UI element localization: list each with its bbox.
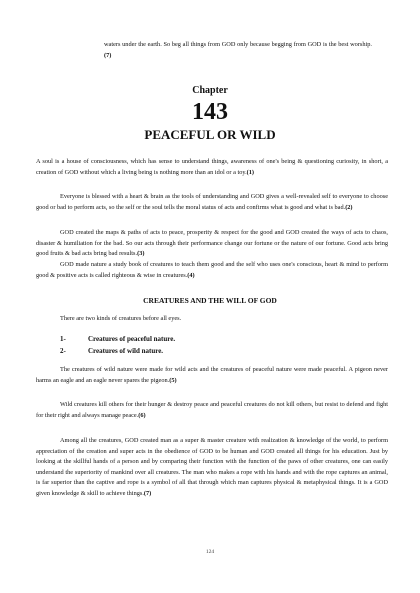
paragraph-6-ref: (5) xyxy=(169,376,177,384)
top-paragraph xyxy=(104,40,372,61)
chapter-label: Chapter xyxy=(192,85,228,96)
paragraph-2-ref: (2) xyxy=(345,203,353,211)
top-ref: (7) xyxy=(104,51,112,59)
paragraph-1 xyxy=(36,157,388,178)
section-title: CREATURES AND THE WILL OF GOD xyxy=(143,296,277,305)
paragraph-6-text: The creatures of wild nature were made for wild acts and the creatures of peaceful nature were made peaceful. A pigeon never harms an eagle and an eagle never spares the pigeon. xyxy=(36,366,388,384)
paragraph-4 xyxy=(36,260,388,281)
paragraph-5-text: There are two kinds of creatures before all eyes. xyxy=(60,315,182,322)
paragraph-2 xyxy=(36,192,388,213)
list-item-text: Creatures of peaceful nature. xyxy=(88,335,176,343)
paragraph-3-text: GOD created the maps & paths of acts to peace, prosperity & respect for the good and GOD created the ways of acts to chaos, disaster & humiliation for the bad. So our acts through their performance change our fortune or the nature of our fortune. Good acts bring good fruits & bad acts bring bad results. xyxy=(36,229,388,258)
paragraph-2-text: Everyone is blessed with a heart & brain as the tools of understanding and GOD gives a well-revealed self to everyone to choose good or bad to perform acts, so the self or the soul tells the moral status of acts and confirms what is good and what is bad. xyxy=(36,193,388,211)
top-text: waters under the earth. So beg all things from GOD only because begging from GOD is the best worship. xyxy=(104,41,372,48)
paragraph-1-text: A soul is a house of consciousness, which has sense to understand things, awareness of one's being & questioning curiosity, in short, a creation of GOD without which a living being is nothing more than an idol or a toy. xyxy=(36,158,388,176)
paragraph-8-ref: (7) xyxy=(143,489,152,497)
paragraph-8 xyxy=(36,436,388,500)
paragraph-4-text: GOD made nature a study book of creatures to teach them good and the self who uses one's conscious, heart & mind to perform good & positive acts is called righteous & wise in creatures. xyxy=(36,261,388,279)
paragraph-3-ref: (3) xyxy=(137,250,145,258)
list-item-number: 1- xyxy=(60,335,66,343)
paragraph-8-text: Among all the creatures, GOD created man as a super & master creature with realization & knowledge of the world, to perform appreciation of the creation and super acts in the obedience of GOD to be human and GOD created all things for his education. Just by looking at the skillful hands of a person and by comparing their function with the function of the paws of other creatures, one can easily understand the superiority of mankind over all creatures. The man who makes a rope with his hands and with the rope captures an animal, is far superior than the captive and rope is a symbol of all that through which man captures physical & metaphysical things. It is a GOD given knowledge & skill to achieve things. xyxy=(36,437,388,497)
list-item-number: 2- xyxy=(60,347,66,355)
paragraph-4-ref: (4) xyxy=(187,271,195,279)
paragraph-7 xyxy=(36,400,388,421)
paragraph-7-text: Wild creatures kill others for their hunger & destroy peace and peaceful creatures do not kill others, but resist to defend and fight for their right and always manage peace. xyxy=(36,401,388,419)
paragraph-5 xyxy=(36,314,388,325)
paragraph-1-ref: (1) xyxy=(246,168,255,176)
list-item xyxy=(60,335,175,343)
chapter-number: 143 xyxy=(192,99,228,125)
list-item xyxy=(60,347,163,355)
paragraph-6 xyxy=(36,365,388,386)
page-number: 124 xyxy=(205,549,215,555)
paragraph-3 xyxy=(36,228,388,260)
chapter-title: PEACEFUL OR WILD xyxy=(144,127,276,142)
list-item-text: Creatures of wild nature. xyxy=(88,347,164,355)
paragraph-7-ref: (6) xyxy=(138,411,146,419)
